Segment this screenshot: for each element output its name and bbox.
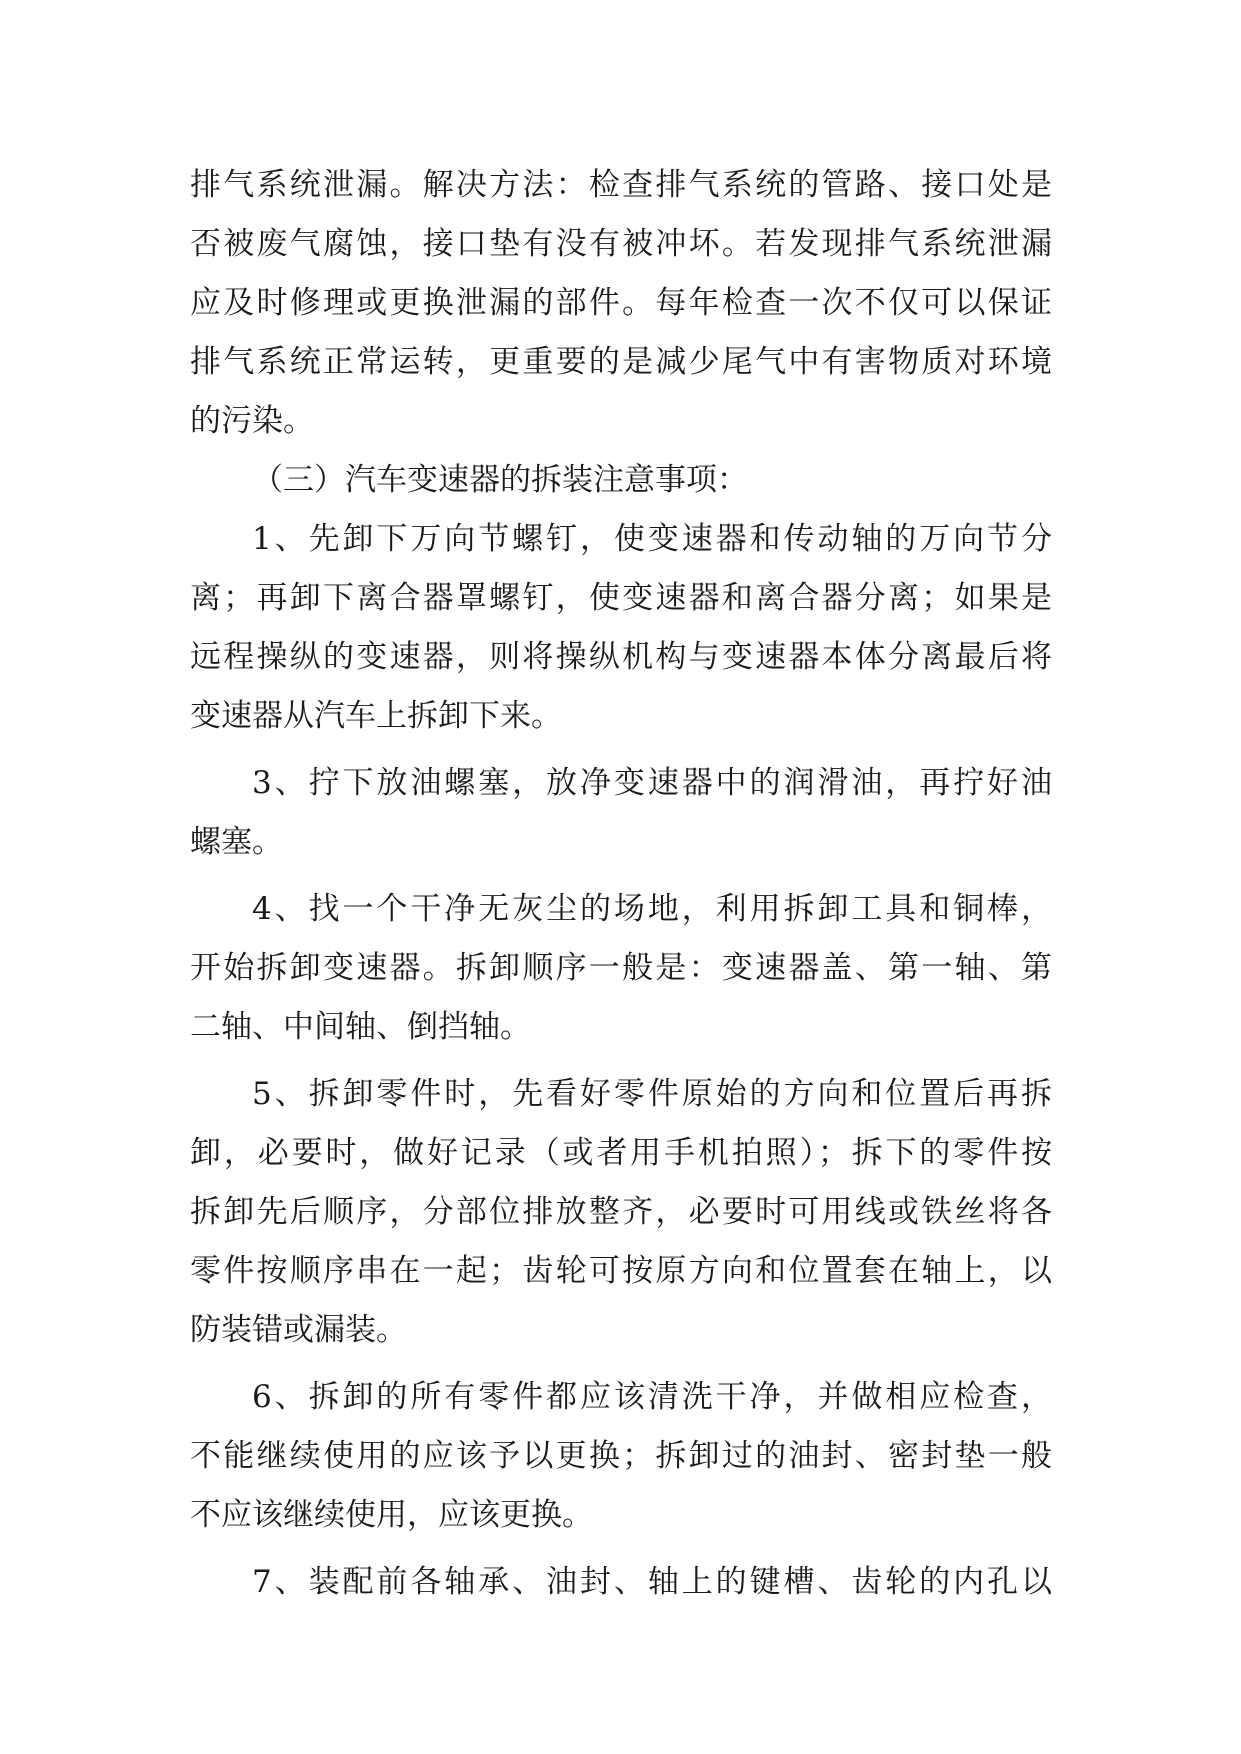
- text-line: 螺塞。: [190, 824, 283, 860]
- text-line: 7、装配前各轴承、油封、轴上的键槽、齿轮的内孔以: [252, 1564, 1052, 1600]
- document-page: [190, 156, 1052, 1612]
- text-line: 离；再卸下离合器罩螺钉，使变速器和离合器分离；如果是: [190, 580, 1052, 616]
- section-heading: [190, 451, 1052, 510]
- text-line: 不能继续使用的应该予以更换；拆卸过的油封、密封垫一般: [190, 1438, 1052, 1474]
- text-line: 零件按顺序串在一起；齿轮可按原方向和位置套在轴上，以: [190, 1253, 1052, 1289]
- paragraph-item-4: [190, 880, 1052, 1057]
- paragraph-intro: [190, 156, 1052, 451]
- paragraph-item-5: [190, 1065, 1052, 1360]
- text-line: 5、拆卸零件时，先看好零件原始的方向和位置后再拆: [252, 1076, 1052, 1112]
- text-line: 的污染。: [190, 403, 314, 439]
- text-line: 防装错或漏装。: [190, 1312, 407, 1348]
- text-line: 拆卸先后顺序，分部位排放整齐，必要时可用线或铁丝将各: [190, 1194, 1052, 1230]
- text-line: 1、先卸下万向节螺钉，使变速器和传动轴的万向节分: [252, 521, 1052, 557]
- paragraph-item-7: [190, 1553, 1052, 1612]
- text-line: 3、拧下放油螺塞，放净变速器中的润滑油，再拧好油: [252, 765, 1052, 801]
- text-line: 变速器从汽车上拆卸下来。: [190, 698, 562, 734]
- paragraph-item-6: [190, 1368, 1052, 1545]
- text-line: 4、找一个干净无灰尘的场地，利用拆卸工具和铜棒，: [252, 891, 1052, 927]
- text-line: 否被废气腐蚀，接口垫有没有被冲坏。若发现排气系统泄漏: [190, 226, 1052, 262]
- text-line: 卸，必要时，做好记录（或者用手机拍照）；拆下的零件按: [190, 1135, 1052, 1171]
- text-line: 远程操纵的变速器，则将操纵机构与变速器本体分离最后将: [190, 639, 1052, 675]
- text-line: 开始拆卸变速器。拆卸顺序一般是：变速器盖、第一轴、第: [190, 950, 1052, 986]
- text-line: 排气系统正常运转，更重要的是减少尾气中有害物质对环境: [190, 344, 1052, 380]
- text-line: 排气系统泄漏。解决方法：检查排气系统的管路、接口处是: [190, 167, 1052, 203]
- text-line: 6、拆卸的所有零件都应该清洗干净，并做相应检查，: [252, 1379, 1052, 1415]
- heading-line: （三）汽车变速器的拆装注意事项：: [252, 462, 748, 498]
- text-line: 不应该继续使用，应该更换。: [190, 1497, 593, 1533]
- text-line: 二轴、中间轴、倒挡轴。: [190, 1009, 531, 1045]
- paragraph-item-3: [190, 754, 1052, 872]
- paragraph-item-1: [190, 510, 1052, 746]
- text-line: 应及时修理或更换泄漏的部件。每年检查一次不仅可以保证: [190, 285, 1052, 321]
